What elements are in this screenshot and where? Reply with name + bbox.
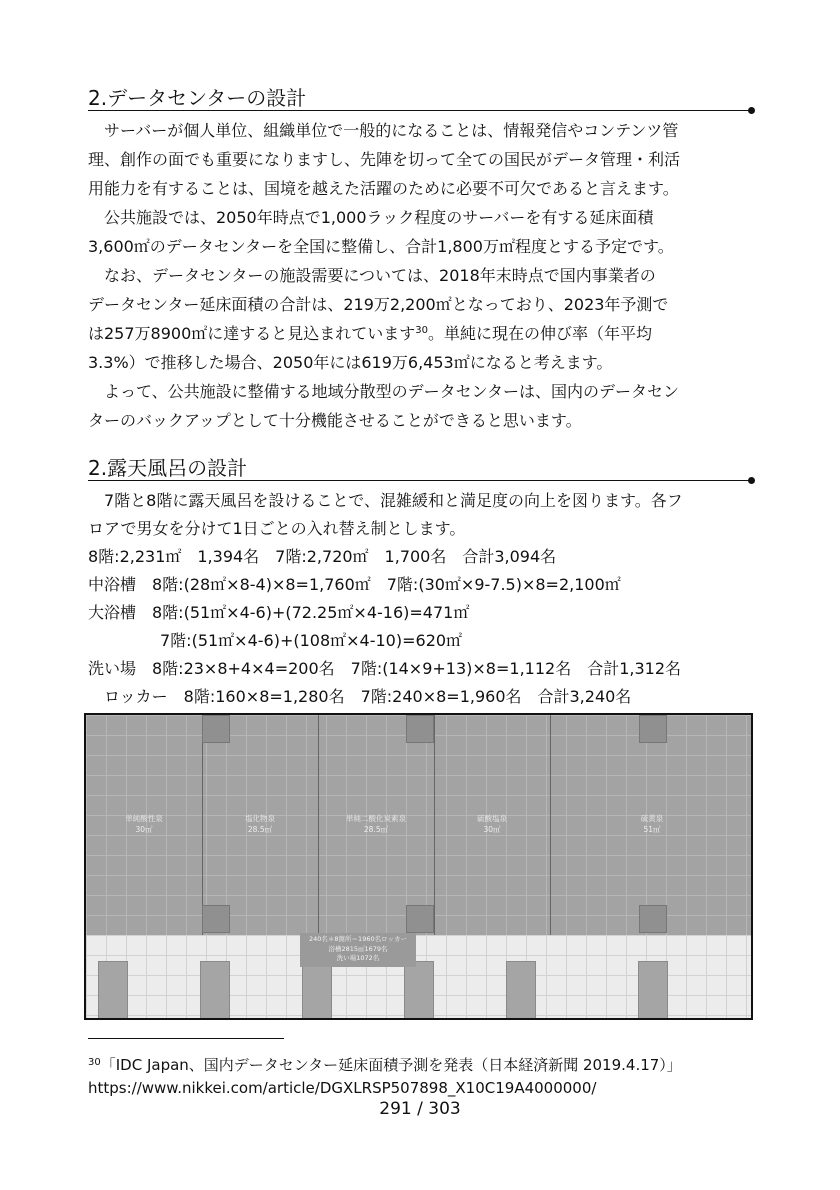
spec-line: 洗い場 8階:23×8+4×4=200名 7階:(14×9+13)×8=1,112名 合計1,312名 xyxy=(88,659,682,678)
bath-name: 単純二酸化炭素泉 xyxy=(346,814,406,823)
paragraph-line: サーバーが個人単位、組織単位で一般的になることは、情報発信やコンテンツ管 xyxy=(104,121,679,140)
pillar xyxy=(639,905,667,933)
spec-line: 大浴槽 8階:(51㎡×4-6)+(72.25㎡×4-16)=471㎡ xyxy=(88,603,470,622)
locker-capacity-note xyxy=(300,933,416,967)
locker-note-line: 洗い場1072名 xyxy=(336,954,380,962)
bath-divider xyxy=(202,715,203,935)
bath-divider xyxy=(550,715,551,935)
locker-block xyxy=(638,961,668,1020)
locker-block xyxy=(98,961,128,1020)
paragraph-line: 用能力を有することは、国境を越えた活躍のために必要不可欠であると言えます。 xyxy=(88,179,679,198)
footnote xyxy=(88,1055,682,1075)
pillar xyxy=(202,905,230,933)
paragraph-line: 3.3%）で推移した場合、2050年には619万6,453㎡になると考えます。 xyxy=(88,353,613,372)
paragraph-line: ターのバックアップとして十分機能させることができると思います。 xyxy=(88,411,582,430)
paragraph-line: 理、創作の面でも重要になりますし、先陣を切って全ての国民がデータ管理・利活 xyxy=(88,150,681,169)
locker-note-line: 240名＊8箇所＝1960名ロッカー xyxy=(309,935,407,943)
bath-area-value: 51㎡ xyxy=(643,825,661,834)
page-number: 291 / 303 xyxy=(379,1099,461,1119)
bath-area-value: 28.5㎡ xyxy=(363,825,389,834)
paragraph-line: データセンター延床面積の合計は、219万2,200㎡となっており、2023年予測で xyxy=(88,295,669,314)
heading-underline xyxy=(88,480,751,481)
bath-name: 単純酸性泉 xyxy=(125,814,163,823)
paragraph-text: は257万8900㎡に達すると見込まれています xyxy=(88,324,416,343)
bath-name: 硫酸塩泉 xyxy=(477,814,507,823)
locker-block xyxy=(302,961,332,1020)
pillar xyxy=(406,905,434,933)
bath-area-value: 30㎡ xyxy=(135,825,153,834)
footnote-separator xyxy=(88,1038,284,1039)
section-heading-datacenter xyxy=(88,86,753,112)
spec-line: 8階:2,231㎡ 1,394名 7階:2,720㎡ 1,700名 合計3,094名 xyxy=(88,547,557,566)
bath-area-value: 28.5㎡ xyxy=(247,825,273,834)
paragraph-line xyxy=(88,324,652,344)
pillar xyxy=(202,715,230,743)
locker-block xyxy=(506,961,536,1020)
heading-underline xyxy=(88,110,751,111)
paragraph-line: 3,600㎡のデータセンターを全国に整備し、合計1,800万㎡程度とする予定です。 xyxy=(88,237,674,256)
bath-label xyxy=(210,813,310,835)
paragraph-text: 。単純に現在の伸び率（年平均 xyxy=(428,324,653,343)
bath-divider xyxy=(434,715,435,935)
bath-label xyxy=(442,813,542,835)
spec-line: 7階:(51㎡×4-6)+(108㎡×4-10)=620㎡ xyxy=(160,631,463,650)
locker-note-line: 浴槽2815㎡1679名 xyxy=(328,944,388,953)
bath-label xyxy=(94,813,194,835)
heading-underline-dot xyxy=(748,107,755,114)
paragraph-line: ロアで男女を分けて1日ごとの入れ替え制とします。 xyxy=(88,519,466,538)
paragraph-line: よって、公共施設に整備する地域分散型のデータセンターは、国内のデータセン xyxy=(104,382,680,401)
spec-line: ロッカー 8階:160×8=1,280名 7階:240×8=1,960名 合計3,240名 xyxy=(104,687,632,706)
locker-block xyxy=(200,961,230,1020)
pillar xyxy=(406,715,434,743)
footnote-number: 30 xyxy=(88,1057,101,1068)
footnote-reference[interactable]: 30 xyxy=(415,325,428,336)
heading-underline-dot xyxy=(748,477,755,484)
section-heading-rotenburo xyxy=(88,456,753,482)
section-heading-text: 2.データセンターの設計 xyxy=(88,86,307,110)
bath-divider xyxy=(318,715,319,935)
bath-label xyxy=(326,813,426,835)
section-heading-text: 2.露天風呂の設計 xyxy=(88,456,248,480)
paragraph-line: 公共施設では、2050年時点で1,000ラック程度のサーバーを有する延床面積 xyxy=(104,208,654,227)
paragraph-line: 7階と8階に露天風呂を設けることで、混雑緩和と満足度の向上を図ります。各フ xyxy=(104,491,683,510)
spec-line: 中浴槽 8階:(28㎡×8-4)×8=1,760㎡ 7階:(30㎡×9-7.5)×8=2,100㎡ xyxy=(88,575,621,594)
footnote-url-link[interactable]: https://www.nikkei.com/article/DGXLRSP507898_X10C19A4000000/ xyxy=(88,1079,597,1097)
bath-label xyxy=(602,813,702,835)
bath-name: 塩化物泉 xyxy=(245,814,275,823)
locker-block xyxy=(404,961,434,1020)
paragraph-line: なお、データセンターの施設需要については、2018年末時点で国内事業者の xyxy=(104,266,656,285)
floor-plan-figure xyxy=(84,713,753,1020)
bath-name: 硫黄泉 xyxy=(640,814,664,823)
pillar xyxy=(639,715,667,743)
bath-area-value: 30㎡ xyxy=(483,825,501,834)
footnote-text: 「IDC Japan、国内データセンター延床面積予測を発表（日本経済新聞 2019.4.17）」 xyxy=(100,1056,682,1074)
